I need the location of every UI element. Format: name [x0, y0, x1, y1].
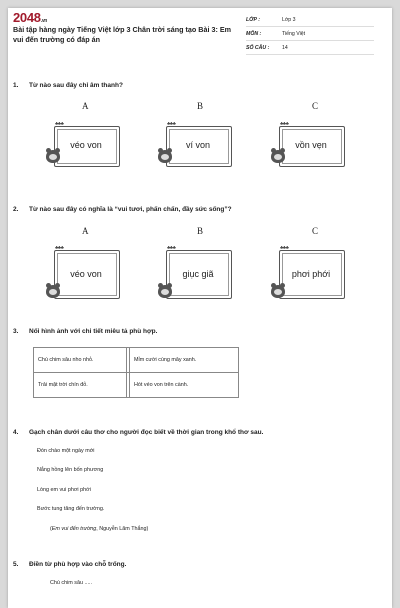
option-card-a[interactable]: ♣♣♣ véo von	[46, 241, 118, 303]
bear-icon	[271, 150, 285, 163]
option-letter: C	[312, 226, 319, 236]
meta-subject: MÔN : Tiếng Việt	[246, 28, 374, 41]
meta-grade: LỚP : Lớp 3	[246, 14, 374, 27]
question-3: 3. Nối hình ảnh với chi tiết miêu tả phù hợp.	[13, 328, 158, 335]
bunny-icon: ♣♣♣	[55, 245, 64, 251]
bunny-icon: ♣♣♣	[167, 245, 176, 251]
option-letter: C	[312, 101, 319, 111]
bear-icon	[46, 285, 60, 298]
bunny-icon: ♣♣♣	[280, 245, 289, 251]
table-cell-right[interactable]: Hót véo von trên cành.	[130, 373, 239, 398]
option-letter: B	[197, 226, 204, 236]
meta-count: SỐ CÂU : 14	[246, 42, 374, 55]
table-cell-left[interactable]: Chú chim sâu nho nhỏ.	[34, 348, 127, 373]
matching-table	[33, 347, 239, 398]
bunny-icon: ♣♣♣	[167, 121, 176, 127]
option-letter: A	[82, 226, 89, 236]
bear-icon	[46, 150, 60, 163]
question-5: 5. Điền từ phù hợp vào chỗ trống.	[13, 561, 127, 568]
option-card-c[interactable]: ♣♣♣ phơi phới	[271, 241, 343, 303]
bear-icon	[158, 285, 172, 298]
poem-source: (Em vui đến trường, Nguyễn Lãm Thắng)	[50, 526, 149, 532]
option-card-b[interactable]: ♣♣♣ giục giã	[158, 241, 230, 303]
table-cell-left[interactable]: Trải mặt trời chín đỏ.	[34, 373, 127, 398]
poem-line[interactable]: Bước tung tăng đến trường.	[37, 506, 105, 512]
table-cell-right[interactable]: Mỉm cười cùng mây xanh.	[130, 348, 239, 373]
site-logo[interactable]: 2048.vn	[13, 10, 48, 25]
option-letter: A	[82, 101, 89, 111]
option-card-a[interactable]: ♣♣♣ véo von	[46, 117, 118, 165]
option-card-c[interactable]: ♣♣♣ vồn vẹn	[271, 117, 343, 165]
poem-line[interactable]: Lòng em vui phơi phới	[37, 487, 91, 493]
document-title: Bài tập hàng ngày Tiếng Việt lớp 3 Chân trời sáng tạo Bài 3: Em vui đến trường có đáp án	[13, 25, 232, 44]
poem-line[interactable]: Nắng hồng lên bốn phương	[37, 467, 104, 473]
option-card-b[interactable]: ♣♣♣ ví von	[158, 117, 230, 165]
question-2: 2. Từ nào sau đây có nghĩa là “vui tươi, phấn chấn, đầy sức sống”?	[13, 206, 232, 213]
table-row	[34, 373, 239, 398]
option-letter: B	[197, 101, 204, 111]
worksheet-page	[8, 8, 392, 608]
fill-blank-line[interactable]: Chú chim sâu .....	[50, 580, 92, 586]
bear-icon	[158, 150, 172, 163]
bear-icon	[271, 285, 285, 298]
bunny-icon: ♣♣♣	[280, 121, 289, 127]
table-row	[34, 348, 239, 373]
poem-line[interactable]: Đón chào một ngày mới	[37, 448, 95, 454]
question-4: 4. Gạch chân dưới câu thơ cho người đọc biết về thời gian trong khổ thơ sau.	[13, 429, 264, 436]
bunny-icon: ♣♣♣	[55, 121, 64, 127]
question-1: 1. Từ nào sau đây chỉ âm thanh?	[13, 82, 123, 89]
